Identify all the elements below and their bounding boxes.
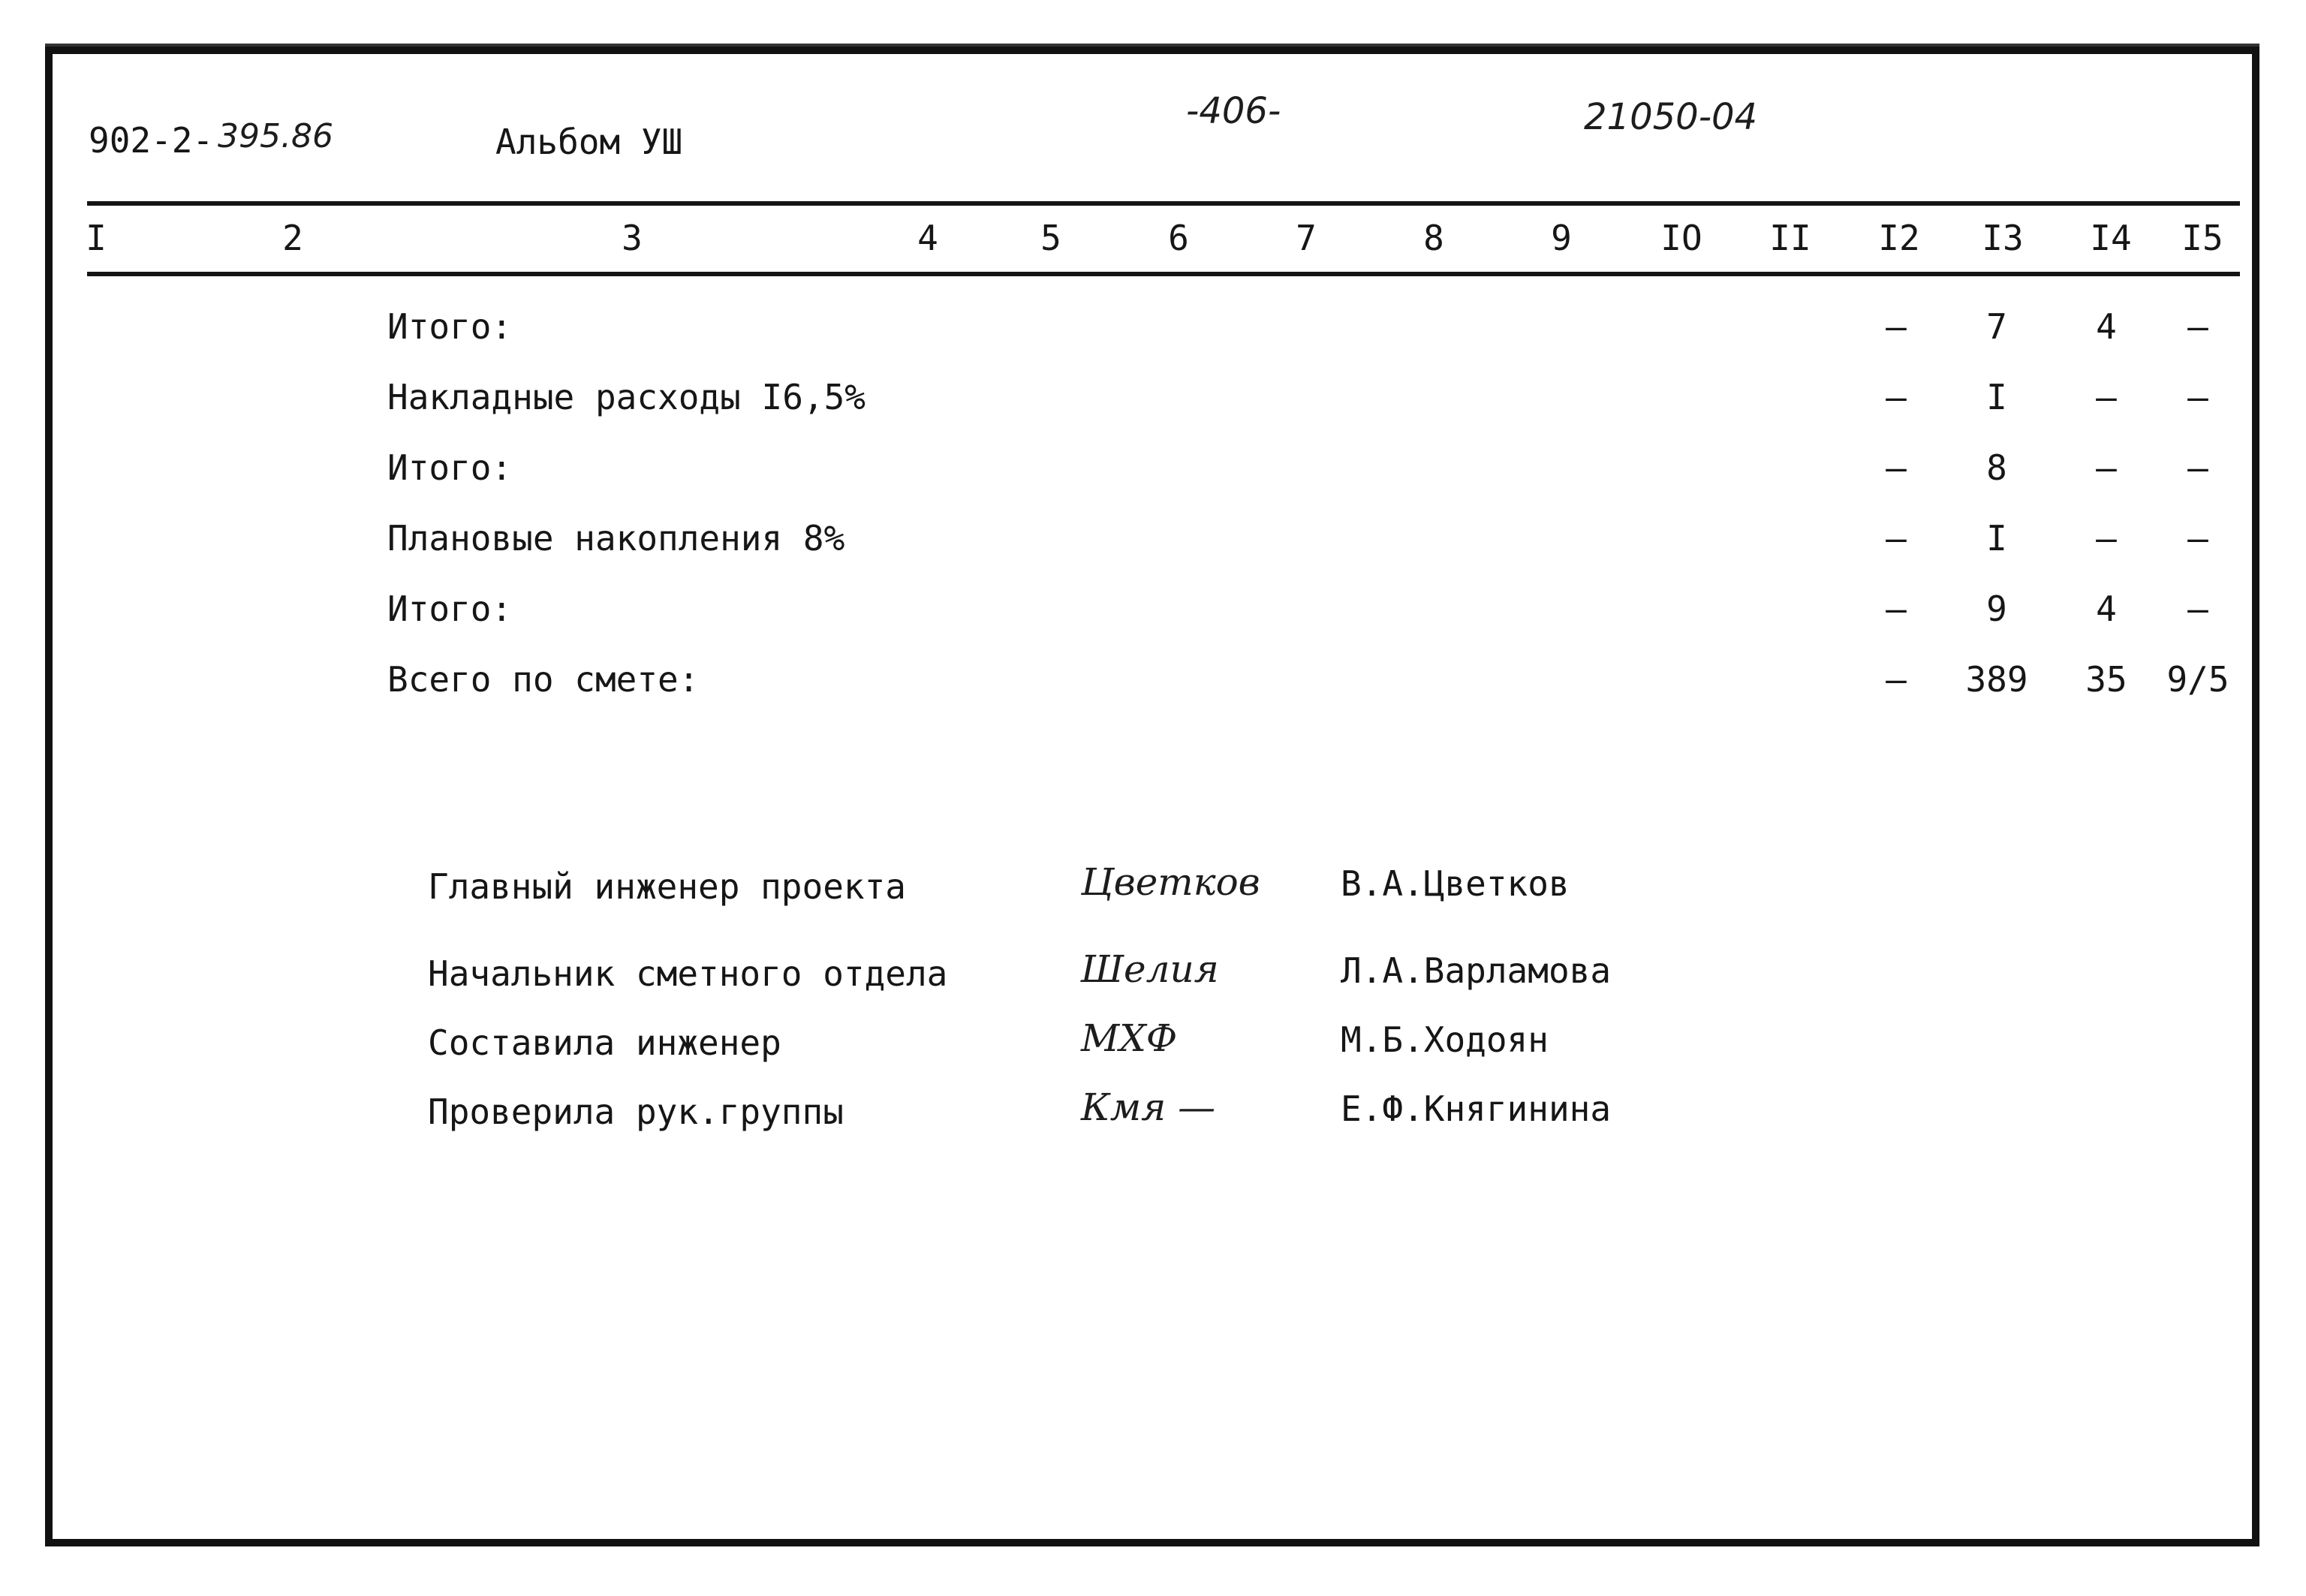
column-number: I3 (1982, 218, 2024, 258)
signatory-name: Л.А.Варламова (1341, 950, 1612, 991)
signatory-name: М.Б.Ходоян (1341, 1019, 1549, 1060)
row-value-c14: – (2096, 447, 2117, 488)
header-rule-top (87, 201, 2240, 206)
row-value-c12: – (1886, 377, 1907, 417)
row-value-c13: 9 (1986, 589, 2007, 629)
album-label: Альбом УШ (495, 122, 683, 162)
row-label: Всего по смете: (387, 659, 700, 700)
row-label: Итого: (387, 306, 513, 347)
column-number: I (86, 218, 107, 258)
row-value-c12: – (1886, 659, 1907, 700)
row-value-c12: – (1886, 306, 1907, 347)
row-value-c14: 4 (2096, 589, 2117, 629)
row-value-c13: 389 (1965, 659, 2028, 700)
row-value-c12: – (1886, 589, 1907, 629)
row-value-c14: 4 (2096, 306, 2117, 347)
handwritten-signature: Кмя — (1081, 1086, 1216, 1129)
signatory-role: Проверила рук.группы (428, 1092, 844, 1132)
handwritten-signature: Шелия (1081, 947, 1219, 991)
column-number: 8 (1423, 218, 1444, 258)
column-number: 5 (1040, 218, 1061, 258)
column-number: 9 (1551, 218, 1572, 258)
row-label: Итого: (387, 589, 513, 629)
row-value-c13: I (1986, 518, 2007, 559)
page-number-handwritten: -406- (1186, 90, 1281, 132)
doc-code-prefix: 902-2- (89, 120, 214, 161)
doc-number-handwritten: 21050-04 (1584, 96, 1758, 138)
header-rule-bottom (87, 272, 2240, 276)
row-value-c13: I (1986, 377, 2007, 417)
signatory-role: Составила инженер (428, 1022, 781, 1063)
row-value-c15: – (2187, 518, 2208, 559)
row-value-c15: 9/5 (2166, 659, 2229, 700)
signatory-name: В.А.Цветков (1341, 863, 1570, 904)
row-value-c13: 8 (1986, 447, 2007, 488)
signatory-name: Е.Ф.Княгинина (1341, 1089, 1612, 1129)
row-value-c15: – (2187, 589, 2208, 629)
row-value-c12: – (1886, 447, 1907, 488)
column-number: IO (1660, 218, 1702, 258)
row-value-c14: 35 (2085, 659, 2127, 700)
handwritten-signature: Цветков (1081, 860, 1260, 904)
signatory-role: Начальник сметного отдела (428, 953, 948, 994)
column-number: 2 (282, 218, 303, 258)
row-label: Итого: (387, 447, 513, 488)
row-value-c15: – (2187, 377, 2208, 417)
column-number: 3 (622, 218, 643, 258)
row-label: Плановые накопления 8% (387, 518, 845, 559)
doc-code-handwritten: 395.86 (218, 117, 333, 155)
column-number: 4 (917, 218, 938, 258)
row-label: Накладные расходы I6,5% (387, 377, 866, 417)
column-number: II (1769, 218, 1811, 258)
row-value-c13: 7 (1986, 306, 2007, 347)
signatory-role: Главный инженер проекта (428, 866, 906, 907)
row-value-c12: – (1886, 518, 1907, 559)
column-number: 7 (1296, 218, 1317, 258)
row-value-c14: – (2096, 518, 2117, 559)
handwritten-signature: МХФ (1081, 1016, 1178, 1060)
column-number: I5 (2181, 218, 2223, 258)
column-number: I4 (2090, 218, 2132, 258)
row-value-c15: – (2187, 447, 2208, 488)
column-number: I2 (1878, 218, 1920, 258)
row-value-c15: – (2187, 306, 2208, 347)
row-value-c14: – (2096, 377, 2117, 417)
column-number: 6 (1168, 218, 1189, 258)
